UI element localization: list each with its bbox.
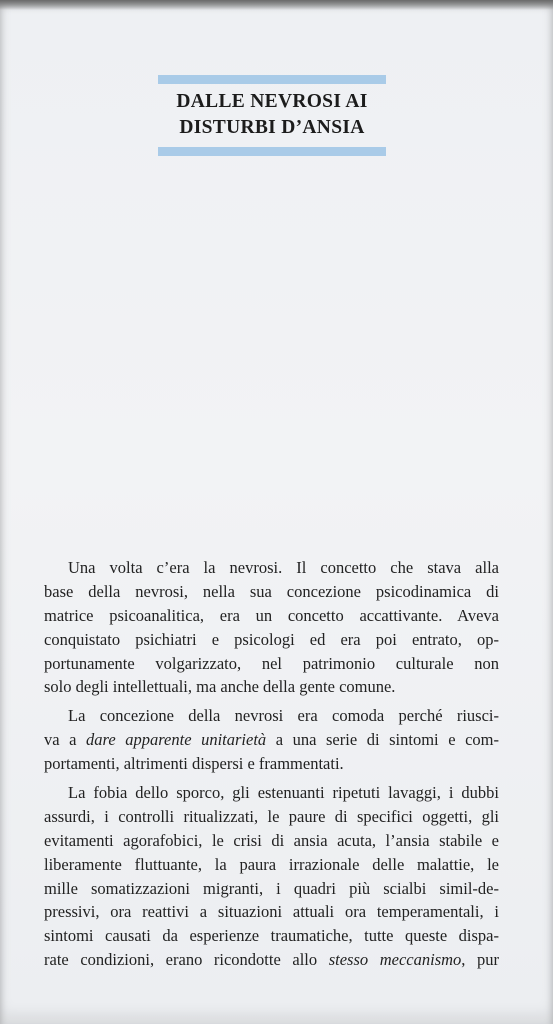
text-line bbox=[44, 805, 499, 829]
text-line bbox=[44, 580, 499, 604]
text-line bbox=[44, 924, 499, 948]
text-line bbox=[44, 556, 499, 580]
chapter-title-line-1: DALLE NEVROSI AI bbox=[176, 91, 368, 112]
title-rule-bottom bbox=[158, 147, 386, 156]
text-span: solo degli intellettuali, ma anche della gente comune. bbox=[44, 677, 396, 697]
text-span: La fobia dello sporco, gli estenuanti ripetuti lavaggi, i dubbi bbox=[68, 783, 499, 803]
italic-span: dare apparente unitarietà bbox=[86, 730, 267, 750]
text-span: Una volta c’era la nevrosi. Il concetto che stava alla bbox=[68, 558, 499, 577]
text-span: liberamente fluttuante, la paura irrazionale delle malattie, le bbox=[44, 854, 499, 874]
text-line bbox=[44, 675, 499, 699]
text-span: mille somatizzazioni migranti, i quadri più scialbi simil-de- bbox=[44, 878, 499, 898]
body-text bbox=[44, 556, 499, 977]
text-span: conquistato psichiatri e psicologi ed era poi entrato, op- bbox=[44, 629, 499, 649]
text-span: matrice psicoanalitica, era un concetto accattivante. Aveva bbox=[44, 605, 499, 625]
text-line bbox=[44, 853, 499, 877]
paragraph-2 bbox=[44, 704, 499, 776]
title-rule-top bbox=[158, 75, 386, 84]
text-line bbox=[44, 877, 499, 901]
text-span: a una serie di sintomi e com- bbox=[266, 730, 499, 750]
text-span: portunamente volgarizzato, nel patrimonio culturale non bbox=[44, 653, 499, 673]
text-line bbox=[44, 604, 499, 628]
text-span: rate condizioni, erano ricondotte allo bbox=[44, 950, 329, 970]
text-span: evitamenti agorafobici, le crisi di ansia acuta, l’ansia stabile e bbox=[44, 830, 499, 850]
page-top-shadow bbox=[0, 0, 553, 10]
text-line bbox=[44, 704, 499, 728]
text-line bbox=[44, 900, 499, 924]
text-line bbox=[44, 781, 499, 805]
text-span: La concezione della nevrosi era comoda perché riusci- bbox=[68, 706, 499, 726]
paragraph-3 bbox=[44, 781, 499, 972]
text-line bbox=[44, 628, 499, 652]
chapter-title bbox=[158, 89, 386, 141]
paragraph-1 bbox=[44, 556, 499, 699]
text-line bbox=[44, 652, 499, 676]
text-span: portamenti, altrimenti dispersi e frammentati. bbox=[44, 754, 344, 774]
chapter-title-line-2: DISTURBI D’ANSIA bbox=[179, 117, 365, 138]
text-line bbox=[44, 752, 499, 776]
text-span: sintomi causati da esperienze traumatiche, tutte queste dispa- bbox=[44, 926, 499, 946]
text-span: , pur bbox=[461, 950, 500, 970]
text-line bbox=[44, 728, 499, 752]
text-line bbox=[44, 948, 499, 972]
text-span: assurdi, i controlli ritualizzati, le paure di specifici oggetti, gli bbox=[44, 806, 499, 826]
text-span: va a bbox=[44, 730, 87, 750]
text-span: pressivi, ora reattivi a situazioni attuali ora temperamentali, i bbox=[44, 902, 499, 922]
italic-span: stesso meccanismo bbox=[328, 950, 462, 970]
text-span: base della nevrosi, nella sua concezione psicodinamica di bbox=[44, 581, 499, 601]
text-line bbox=[44, 829, 499, 853]
chapter-heading bbox=[158, 75, 386, 156]
